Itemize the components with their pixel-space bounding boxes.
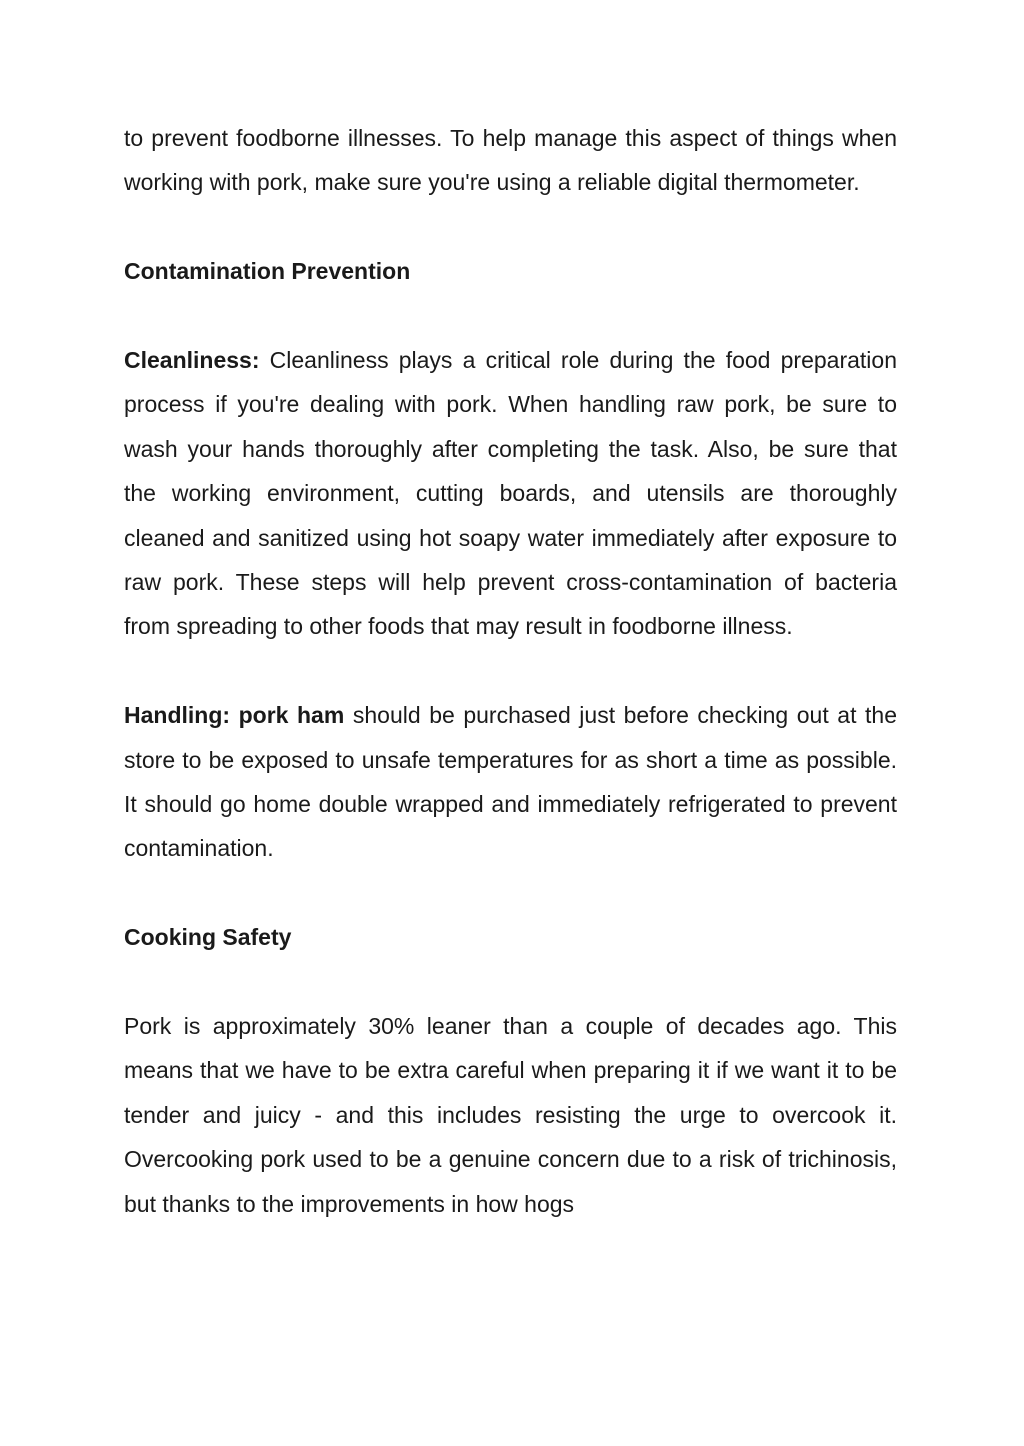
cooking-safety-paragraph: Pork is approximately 30% leaner than a couple of decades ago. This means that we have to be extra careful when preparing it if we want it to be tender and juicy - and this includes resisting the urge to overcook it. Overcooking pork used to be a genuine concern due to a risk of trichinosis, but thanks to the improvements in how hogs bbox=[124, 1013, 897, 1217]
cleanliness-lead: Cleanliness: bbox=[124, 347, 260, 373]
cleanliness-text: Cleanliness plays a critical role during the food preparation process if you're dealing with pork. When handling raw pork, be sure to wash your hands thoroughly after completing the task. Also, be sure that the working environment, cutting boards, and utensils are thoroughly cleaned and sanitized using hot soapy water immediately after exposure to raw pork. These steps will help prevent cross-contamination of bacteria from spreading to other foods that may result in foodborne illness. bbox=[124, 347, 897, 640]
document-page bbox=[124, 116, 897, 1270]
cleanliness-paragraph bbox=[124, 338, 897, 649]
intro-paragraph: to prevent foodborne illnesses. To help manage this aspect of things when working with pork, make sure you're using a reliable digital thermometer. bbox=[124, 125, 897, 196]
handling-paragraph bbox=[124, 693, 897, 871]
handling-lead: Handling: pork ham bbox=[124, 702, 345, 729]
handling-text: should be purchased just before checking out at the store to be exposed to unsafe temperatures for as short a time as possible. It should go home double wrapped and immediately refrigerated to prevent contamination. bbox=[124, 702, 897, 862]
cooking-safety-heading: Cooking Safety bbox=[124, 924, 292, 951]
contamination-prevention-heading: Contamination Prevention bbox=[124, 258, 411, 285]
